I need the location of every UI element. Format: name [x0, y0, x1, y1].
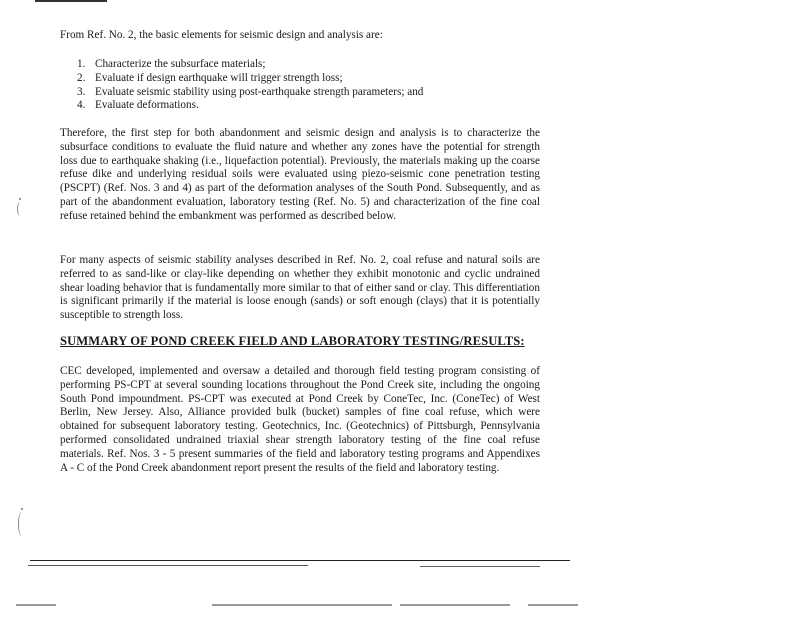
paragraph-sand-clay-like: For many aspects of seismic stability analyses described in Ref. No. 2, coal refuse and natural soils are referred to as sand-like or clay-like depending on whether they exhibit monotonic and cyclic undrained shear loading behavior that is fundamentally more similar to that of either sand or clay. This differentiation is significant primarily if the material is loose enough (sands) or soft enough (clays) that it is potentially susceptible to strength loss.	[60, 254, 540, 322]
list-item: 2. Evaluate if design earthquake will trigger strength loss;	[77, 71, 343, 84]
top-rule	[35, 0, 107, 2]
list-item: 3. Evaluate seismic stability using post-earthquake strength parameters; and	[77, 85, 424, 98]
scan-speck	[19, 198, 21, 200]
scan-speck	[21, 508, 23, 510]
section-heading: SUMMARY OF POND CREEK FIELD AND LABORATORY TESTING/RESULTS:	[60, 334, 525, 348]
footer-scan-noise	[16, 604, 56, 606]
list-item: 1. Characterize the subsurface materials;	[77, 58, 266, 70]
footer-scan-noise	[400, 604, 510, 606]
paragraph-characterization: Therefore, the first step for both abandonment and seismic design and analysis is to characterize the subsurface conditions to evaluate the fluid nature and whether any zones have the potential for strength loss due to earthquake shaking (i.e., liquefaction potential). Previously, the materials making up the coarse refuse dike and underlying residual soils were evaluated using piezo-seismic cone penetration testing (PSCPT) (Ref. Nos. 3 and 4) as part of the deformation analyses of the South Pond. Subsequently, and as part of the abandonment evaluation, laboratory testing (Ref. No. 5) and characterization of the fine coal refuse retained behind the embankment was performed as described below.	[60, 127, 540, 222]
list-item: 4. Evaluate deformations.	[77, 99, 199, 112]
paragraph-testing-summary: CEC developed, implemented and oversaw a detailed and thorough field testing program consisting of performing PS-CPT at several sounding locations throughout the Pond Creek site, including the ongoing South Pond impoundment. PS-CPT was executed at Pond Creek by ConeTec, Inc. (ConeTec) of West Berlin, New Jersey. Also, Alliance provided bulk (bucket) samples of fine coal refuse, which were obtained for subsequent laboratory testing. Geotechnics, Inc. (Geotechnics) of Pittsburgh, Pennsylvania performed consolidated undrained triaxial shear strength laboratory testing of the fine coal refuse materials. Ref. Nos. 3 - 5 present summaries of the field and laboratory testing programs and Appendixes A - C of the Pond Creek abandonment report present the results of the field and laboratory testing.	[60, 365, 540, 474]
footer-scan-noise	[212, 604, 392, 606]
binder-hole-mark	[17, 202, 24, 216]
footer-scan-noise	[528, 604, 578, 606]
footer-rule	[30, 560, 570, 561]
binder-hole-mark	[18, 512, 25, 536]
footer-rule	[420, 566, 540, 567]
seismic-elements-list	[77, 58, 537, 113]
intro-sentence: From Ref. No. 2, the basic elements for seismic design and analysis are:	[60, 29, 383, 41]
footer-rule	[28, 565, 308, 566]
